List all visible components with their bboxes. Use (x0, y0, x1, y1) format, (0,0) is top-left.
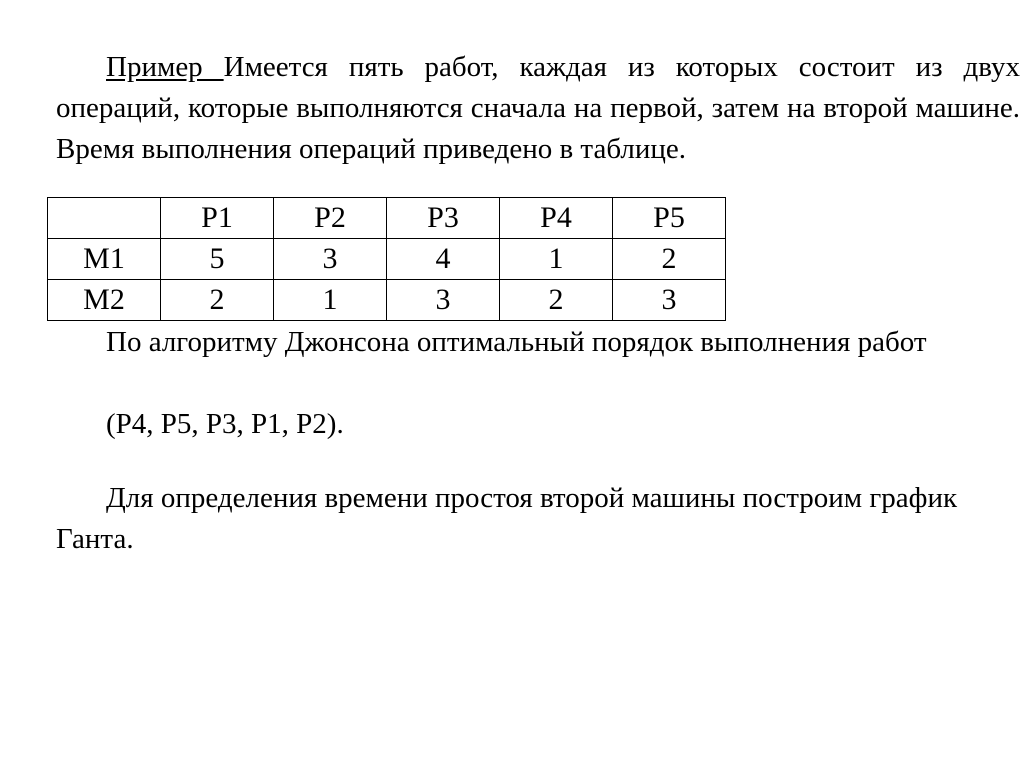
intro-text: Имеется пять работ, каждая из которых состоит из двух операций, которые выполняются сначала на первой, затем на второй машине. Время выполнения операций приведено в таблице. (56, 51, 1020, 165)
table-row (48, 280, 726, 321)
table-cell: 4 (387, 239, 500, 280)
gantt-paragraph: Для определения времени простоя второй машины построим график Ганта. (56, 482, 958, 555)
job-order: (P4, P5, P3, P1, P2). (106, 408, 344, 440)
table-header-cell: P3 (387, 198, 500, 239)
row-label-cell: M2 (48, 280, 161, 321)
table-header-cell: P5 (613, 198, 726, 239)
table-row (48, 239, 726, 280)
table-corner-cell (48, 198, 161, 239)
table-cell: 1 (274, 280, 387, 321)
table-header-cell: P4 (500, 198, 613, 239)
johnson-paragraph: По алгоритму Джонсона оптимальный порядок выполнения работ (106, 326, 927, 358)
row-label-cell: M1 (48, 239, 161, 280)
table-header-cell: P2 (274, 198, 387, 239)
table-cell: 3 (613, 280, 726, 321)
table-cell: 2 (500, 280, 613, 321)
intro-paragraph (56, 47, 1020, 170)
table-cell: 2 (161, 280, 274, 321)
table-cell: 1 (500, 239, 613, 280)
operations-table (47, 197, 726, 321)
table-cell: 3 (274, 239, 387, 280)
table-cell: 3 (387, 280, 500, 321)
table-cell: 2 (613, 239, 726, 280)
table-header-row (48, 198, 726, 239)
example-label: Пример (106, 51, 224, 83)
table-header-cell: P1 (161, 198, 274, 239)
table-cell: 5 (161, 239, 274, 280)
